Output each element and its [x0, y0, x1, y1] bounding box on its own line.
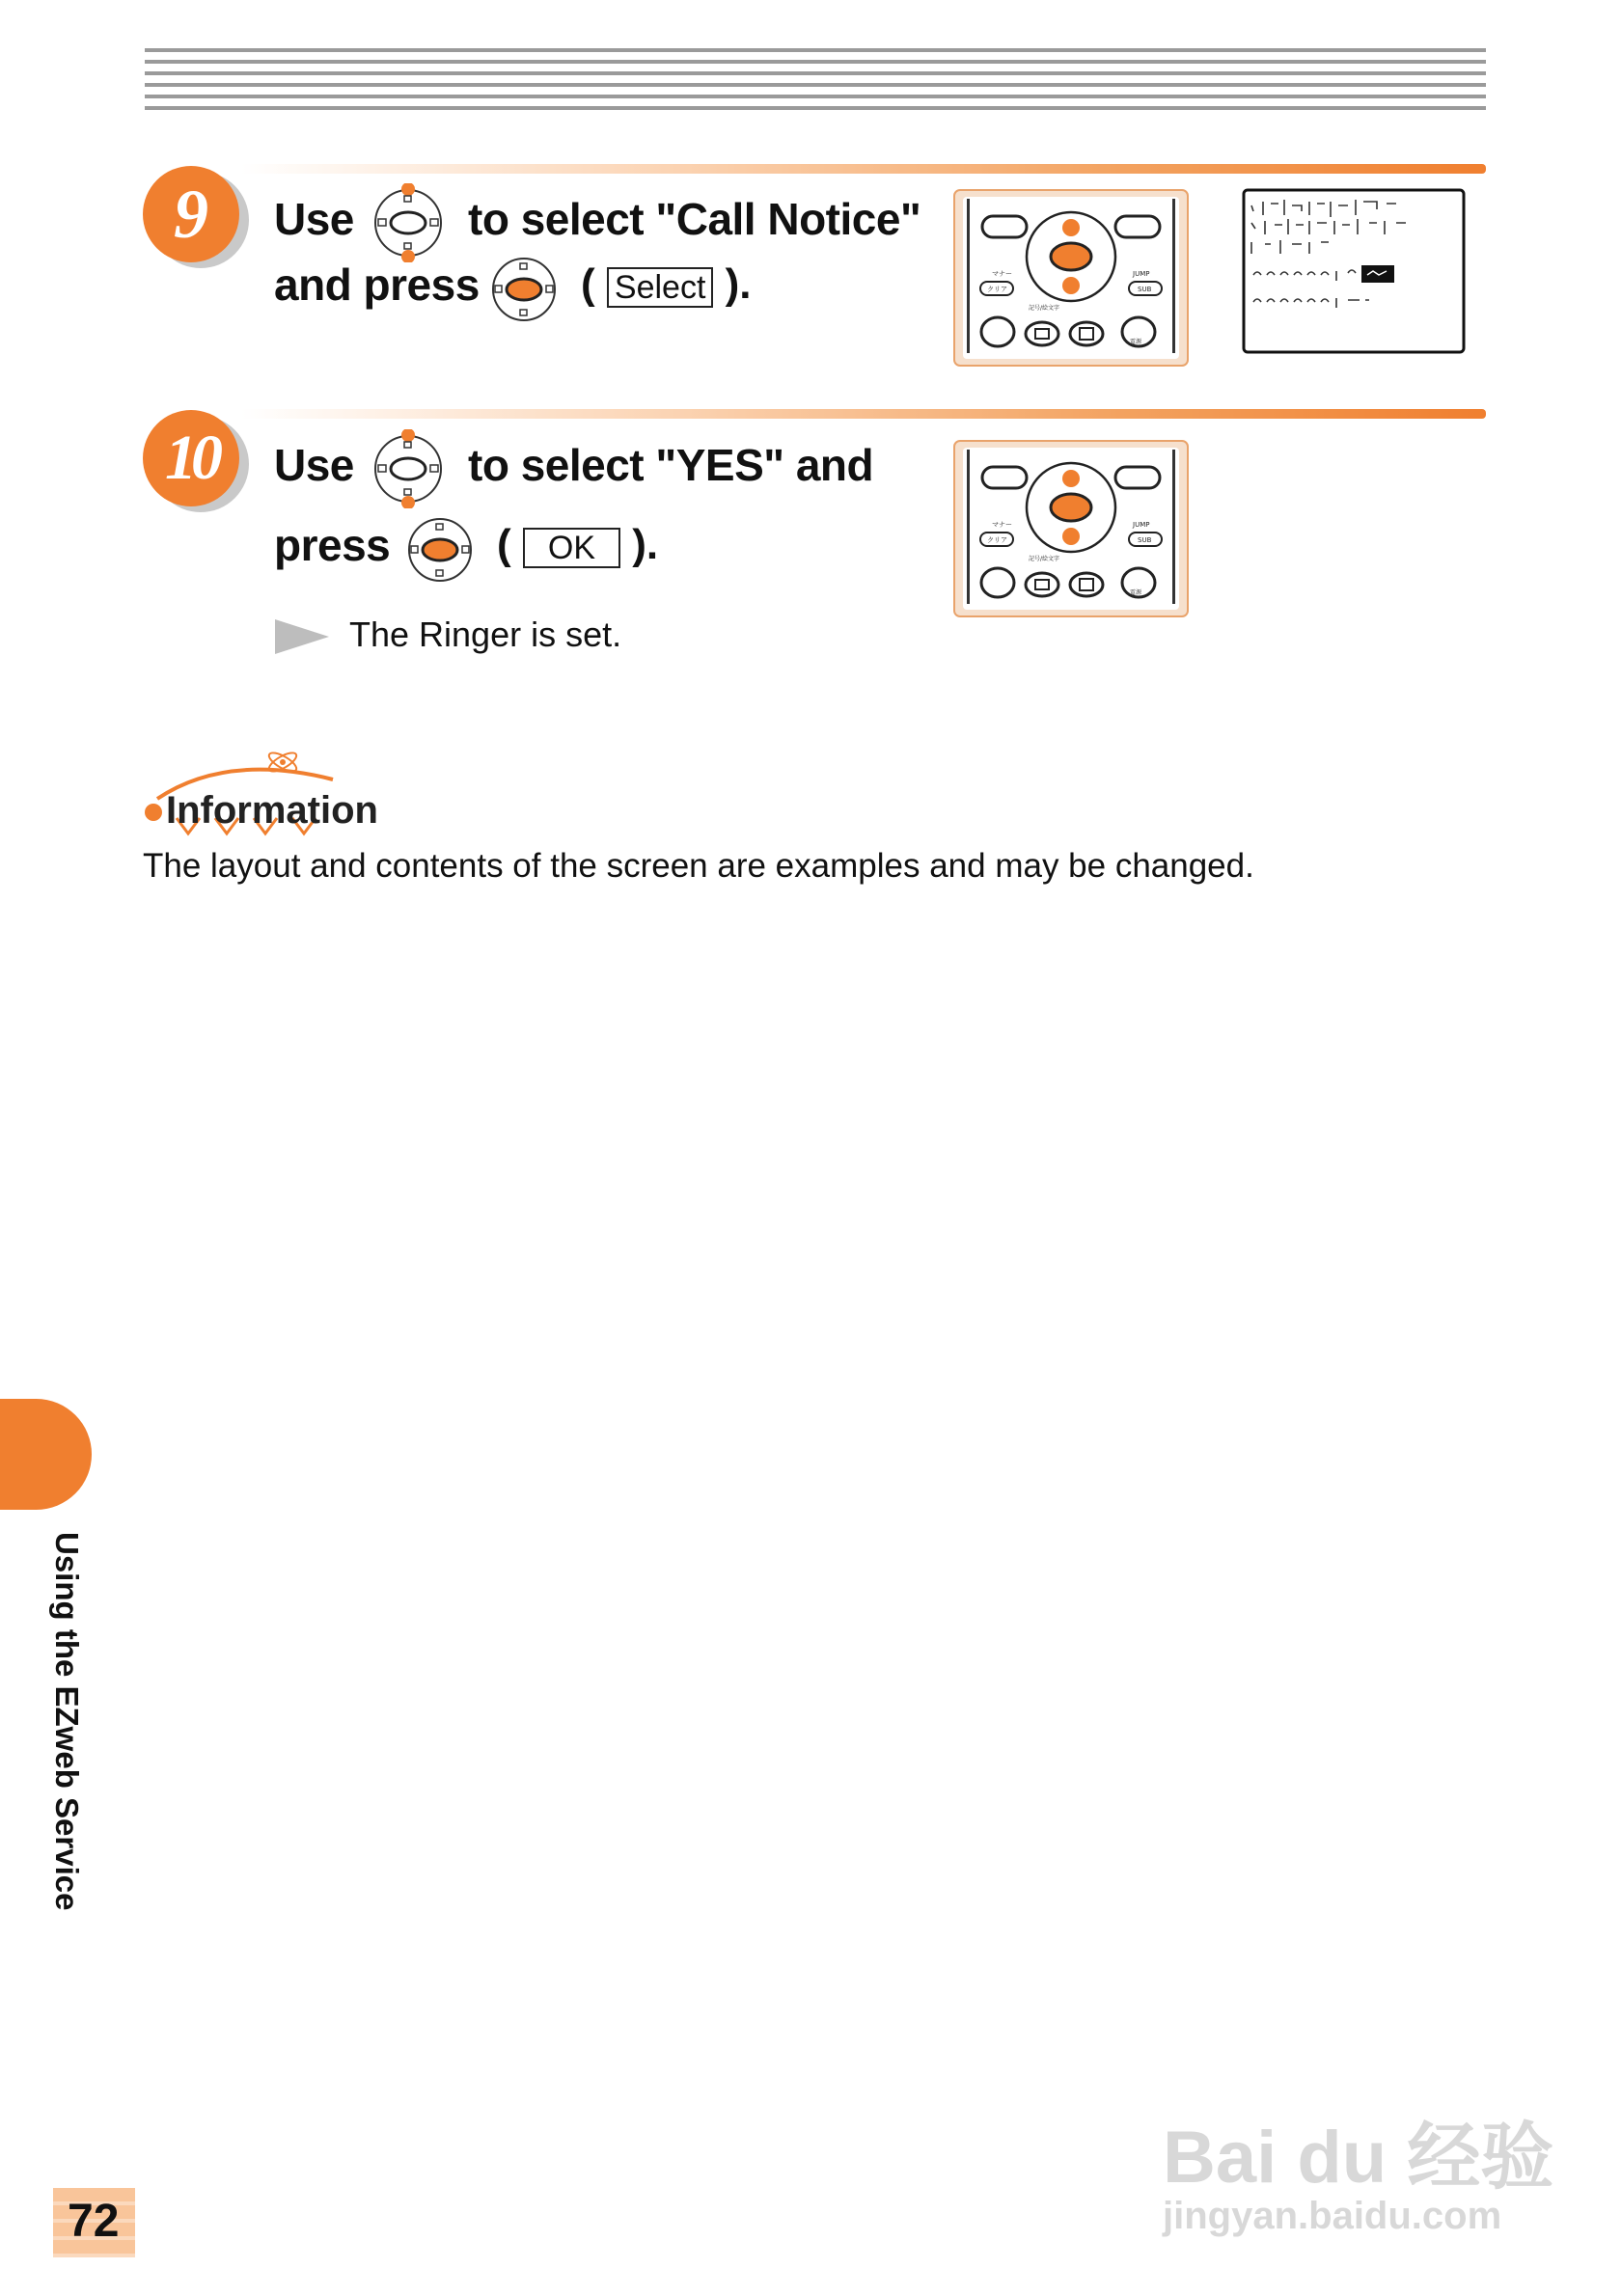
step-9-number: 9 — [143, 166, 239, 262]
select-softkey: Select — [607, 267, 714, 308]
step-9-divider — [241, 164, 1486, 174]
step-10-number: 10 — [143, 410, 239, 506]
clear-key-label: クリア — [987, 536, 1007, 544]
step-10-use-text: Use — [274, 440, 354, 490]
keypad-illustration-step-9 — [953, 189, 1189, 367]
sub-key-label: SUB — [1138, 286, 1152, 293]
sub-key-label: SUB — [1138, 536, 1152, 544]
header-stripes — [145, 48, 1486, 118]
result-arrow-icon — [275, 619, 329, 654]
power-key-label: 電源 — [1130, 589, 1142, 596]
page-number: 72 — [68, 2196, 120, 2247]
information-body: The layout and contents of the screen are examples and may be changed. — [143, 847, 1254, 885]
section-tab — [0, 1399, 92, 1510]
watermark-brand: Bai du 经验 — [1163, 2117, 1554, 2199]
phone-screen-call-notice — [1242, 188, 1468, 356]
step-10-divider — [241, 409, 1486, 419]
section-label: Using the EZweb Service — [49, 1532, 85, 1911]
step-10-press-text: press — [274, 520, 391, 570]
step-10-result-text: The Ringer is set. — [349, 615, 622, 654]
center-key-icon — [403, 516, 477, 584]
step-9-instruction-text: to select "Call Notice" — [468, 194, 921, 244]
navigation-key-up-down-icon — [371, 429, 445, 508]
manner-key-label: マナー — [992, 270, 1012, 278]
clear-key-label: クリア — [987, 286, 1007, 293]
step-9-use-text: Use — [274, 194, 354, 244]
memo-key-label: 記号/絵文字 — [1029, 556, 1060, 562]
step-9-press-text: and press — [274, 260, 480, 310]
jump-key-label: JUMP — [1133, 521, 1150, 529]
keypad-illustration-step-10 — [953, 440, 1189, 617]
step-10-softkey-group: ( OK ). — [497, 521, 659, 568]
step-9-softkey-group: ( Select ). — [581, 260, 752, 308]
step-10-instruction-text: to select "YES" and — [468, 440, 874, 490]
ok-softkey: OK — [523, 528, 620, 568]
center-key-icon — [487, 256, 561, 323]
navigation-key-up-down-icon — [371, 183, 445, 262]
watermark-url: jingyan.baidu.com — [1163, 2195, 1502, 2237]
memo-key-label: 記号/絵文字 — [1029, 305, 1060, 312]
jump-key-label: JUMP — [1133, 270, 1150, 278]
information-title: Information — [166, 789, 378, 832]
power-key-label: 電源 — [1130, 339, 1142, 345]
manner-key-label: マナー — [992, 521, 1012, 529]
